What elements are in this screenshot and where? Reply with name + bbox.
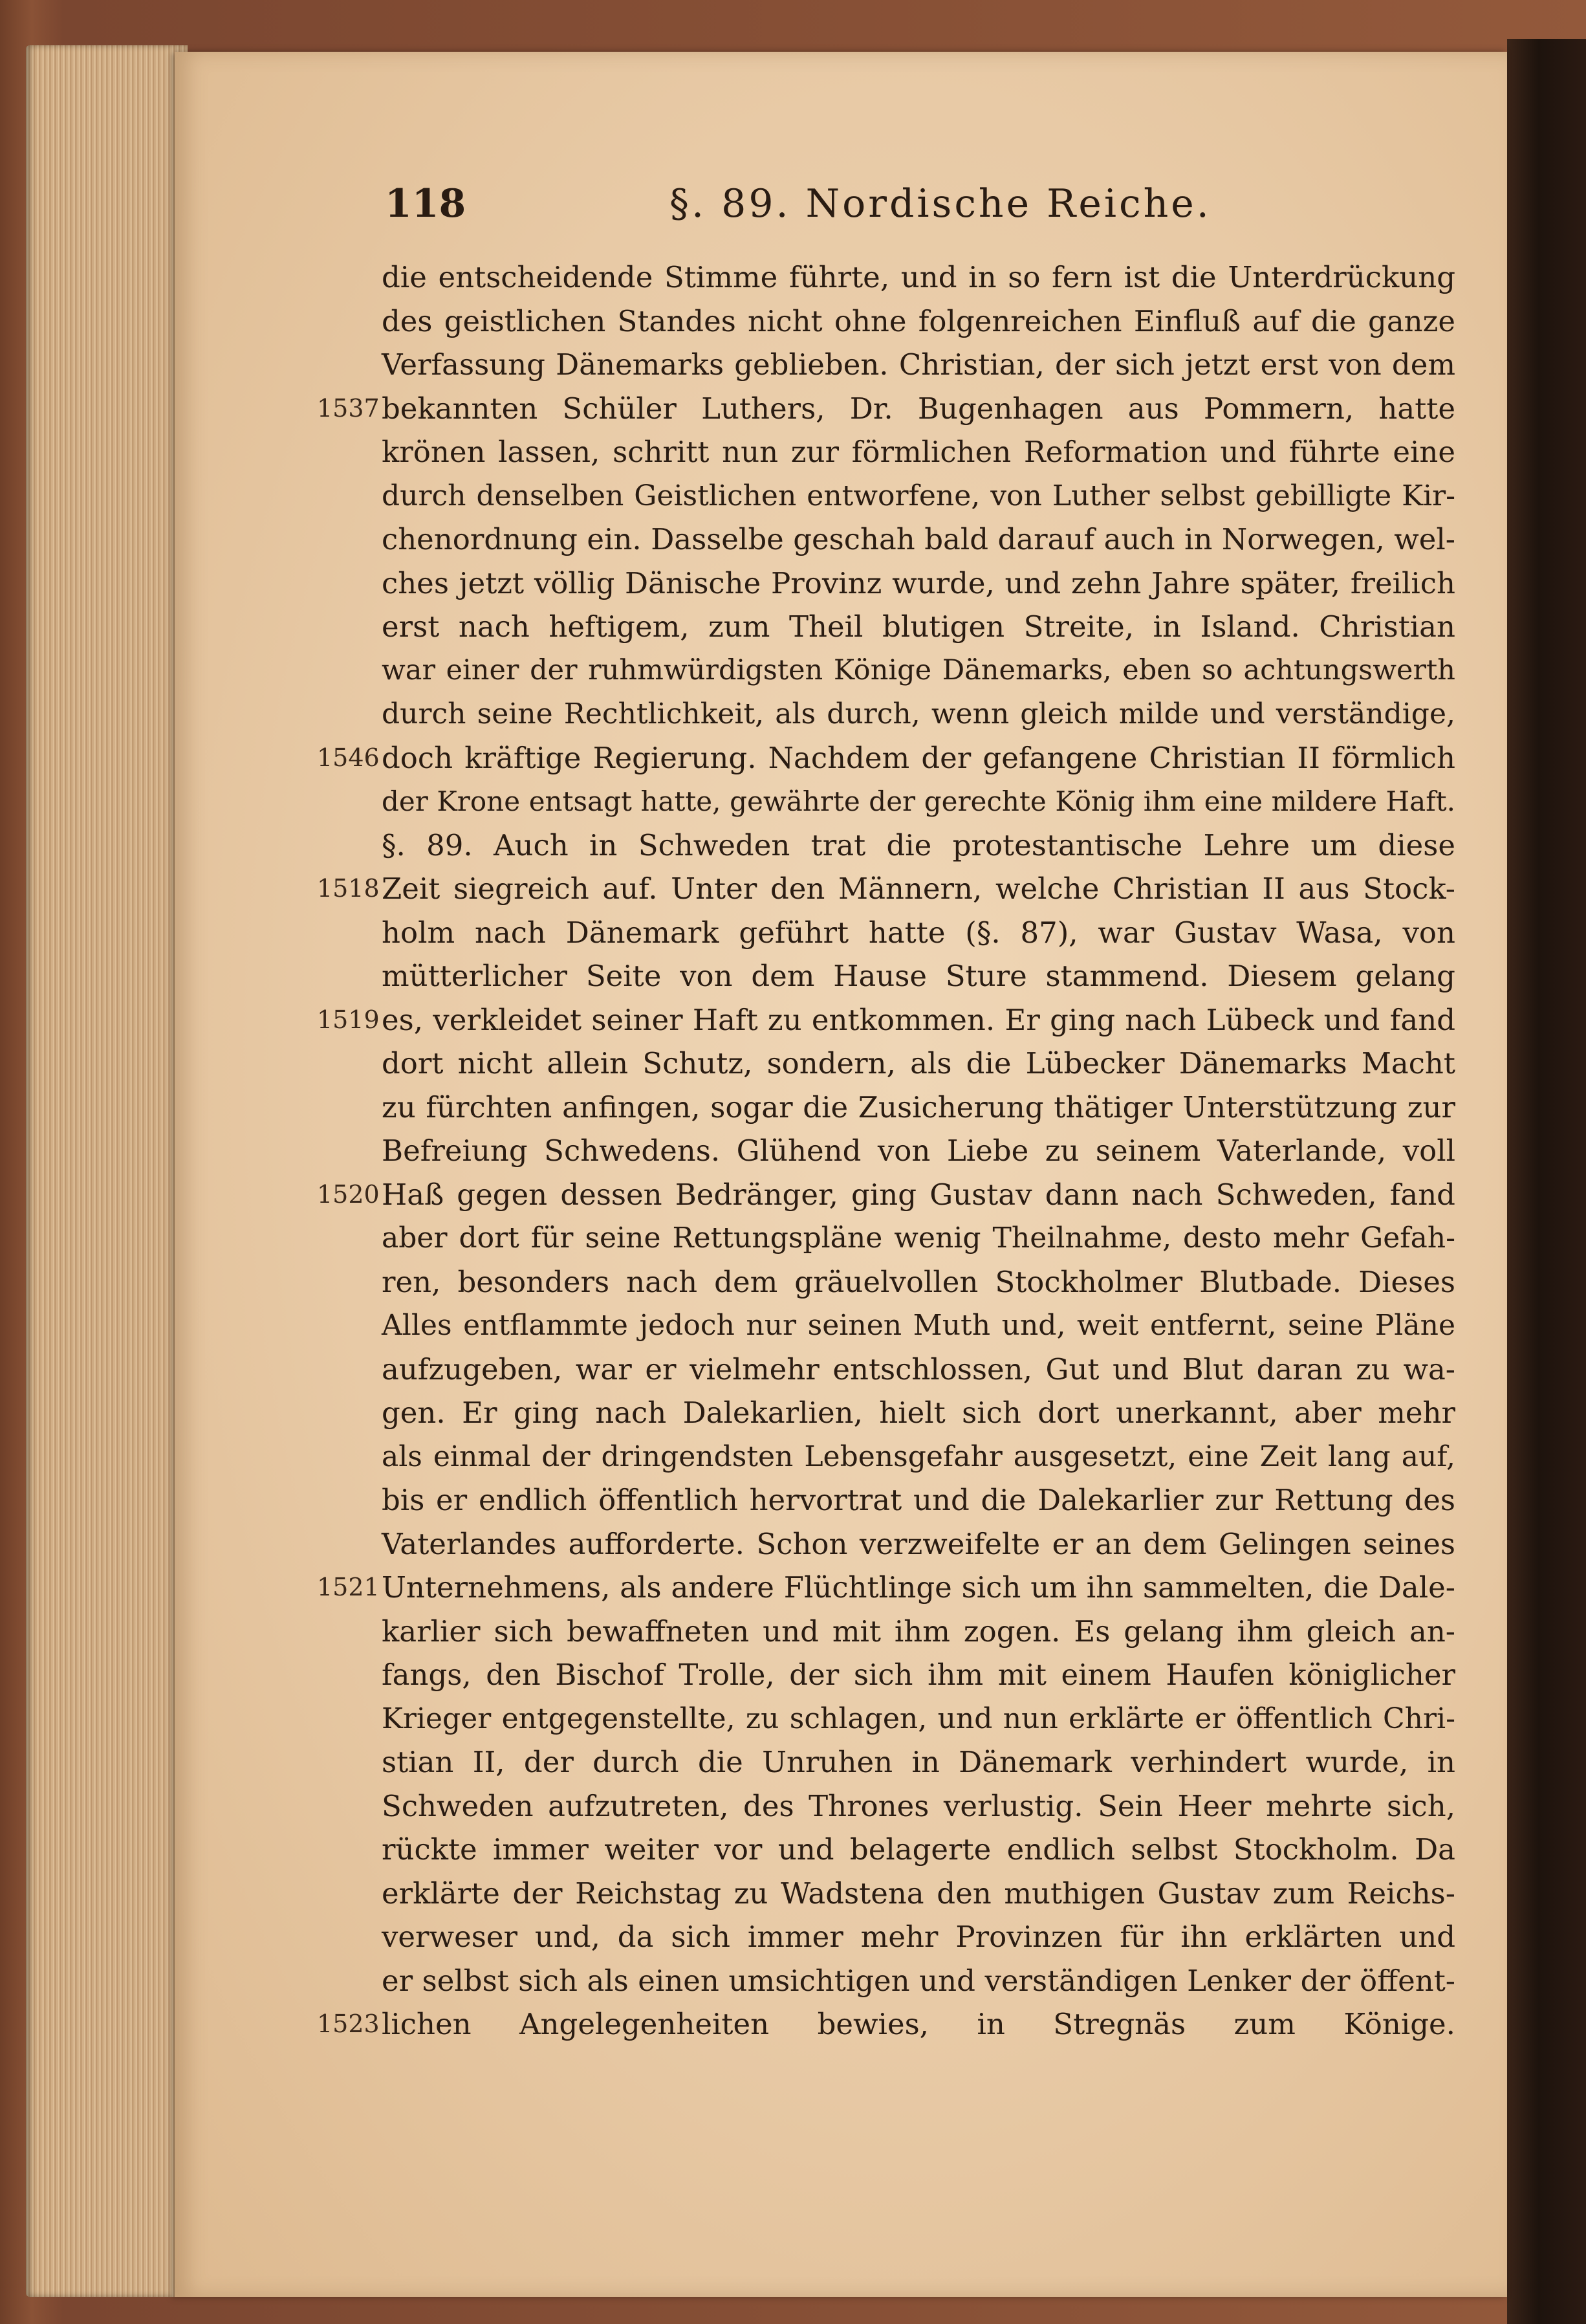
line-text: Vaterlandes aufforderte. Schon verzweifelte er an dem Gelingen seines: [382, 1526, 1455, 1561]
text-line: [382, 1697, 1455, 1741]
line-text: Zeit siegreich auf. Unter den Männern, welche Christian II aus Stock-: [382, 872, 1455, 906]
page-header: [217, 181, 1484, 239]
text-line: [382, 1348, 1455, 1392]
line-text: erst nach heftigem, zum Theil blutigen Streite, in Island. Christian: [382, 609, 1455, 644]
line-text: chenordnung ein. Dasselbe geschah bald darauf auch in Norwegen, wel-: [382, 522, 1455, 556]
line-text: dort nicht allein Schutz, sondern, als die Lübecker Dänemarks Macht: [382, 1046, 1455, 1080]
margin-year: 1520: [317, 1179, 380, 1209]
line-text: zu fürchten anfingen, sogar die Zusicherung thätiger Unterstützung zur: [382, 1090, 1455, 1124]
text-line: [382, 1610, 1455, 1654]
line-text: ren, besonders nach dem gräuelvollen Stockholmer Blutbade. Dieses: [382, 1264, 1455, 1299]
line-text: es, verkleidet seiner Haft zu entkommen. Er ging nach Lübeck und fand: [382, 1002, 1455, 1037]
line-text: rückte immer weiter vor und belagerte endlich selbst Stockholm. Da: [382, 1832, 1455, 1867]
line-text: lichen Angelegenheiten bewies, in Stregnäs zum Könige.: [382, 2007, 1455, 2041]
text-line: [382, 1391, 1455, 1435]
text-line: [382, 1522, 1455, 1566]
line-text: holm nach Dänemark geführt hatte (§. 87), war Gustav Wasa, von: [382, 915, 1455, 950]
margin-year: 1521: [317, 1573, 380, 1601]
text-line: [317, 2002, 1455, 2046]
text-line: [317, 387, 1455, 431]
line-text: verweser und, da sich immer mehr Provinzen für ihn erklärten und: [382, 1920, 1455, 1954]
text-line: [317, 998, 1455, 1042]
page-number: 118: [385, 181, 466, 226]
text-line: [382, 1216, 1455, 1260]
text-line: [382, 1435, 1455, 1479]
line-text: karlier sich bewaffneten und mit ihm zogen. Es gelang ihm gleich an-: [382, 1614, 1455, 1649]
line-text: war einer der ruhmwürdigsten Könige Dänemarks, eben so achtungswerth: [382, 653, 1455, 686]
line-text: des geistlichen Standes nicht ohne folgenreichen Einfluß auf die ganze: [382, 303, 1455, 338]
line-text: Unternehmens, als andere Flüchtlinge sich um ihn sammelten, die Dale-: [382, 1570, 1455, 1605]
text-line: [382, 1872, 1455, 1916]
line-text: die entscheidende Stimme führte, und in so fern ist die Unterdrückung: [382, 260, 1455, 294]
line-text: erklärte der Reichstag zu Wadstena den muthigen Gustav zum Reichs-: [382, 1876, 1455, 1911]
book-gutter-shadow: [1507, 39, 1586, 2324]
text-line: [382, 1086, 1455, 1130]
text-line: [382, 824, 1455, 868]
line-text: der Krone entsagt hatte, gewährte der gerechte König ihm eine mildere Haft.: [382, 785, 1455, 817]
margin-year: 1523: [317, 2010, 380, 2038]
line-text: gen. Er ging nach Dalekarlien, hielt sich dort unerkannt, aber mehr: [382, 1396, 1455, 1430]
text-line: [382, 1260, 1455, 1304]
margin-year: 1518: [317, 874, 380, 903]
text-line: [382, 1828, 1455, 1872]
text-line: [382, 780, 1455, 824]
line-text: aufzugeben, war er vielmehr entschlossen, Gut und Blut daran zu wa-: [382, 1352, 1455, 1387]
line-text: Krieger entgegenstellte, zu schlagen, und nun erklärte er öffentlich Chri-: [382, 1702, 1455, 1735]
line-text: aber dort für seine Rettungspläne wenig Theilnahme, desto mehr Gefah-: [382, 1222, 1455, 1255]
line-text: durch denselben Geistlichen entworfene, von Luther selbst gebilligte Kir-: [382, 479, 1455, 512]
text-line: [382, 1042, 1455, 1086]
body-text: [317, 256, 1455, 2046]
line-text: mütterlicher Seite von dem Hause Sture stammend. Diesem gelang: [382, 959, 1455, 993]
running-title: §. 89. Nordische Reiche.: [669, 181, 1211, 226]
text-line: [317, 1173, 1455, 1217]
text-line: [382, 605, 1455, 649]
line-text: Verfassung Dänemarks geblieben. Christian, der sich jetzt erst von dem: [382, 347, 1455, 382]
text-line: [382, 1915, 1455, 1959]
text-line: [382, 1129, 1455, 1173]
text-line: [382, 911, 1455, 955]
text-line: [382, 1304, 1455, 1348]
line-text: Haß gegen dessen Bedränger, ging Gustav dann nach Schweden, fand: [382, 1177, 1455, 1212]
line-text: Schweden aufzutreten, des Thrones verlustig. Sein Heer mehrte sich,: [382, 1788, 1455, 1823]
text-line: [382, 1478, 1455, 1522]
line-text: §. 89. Auch in Schweden trat die protestantische Lehre um diese: [382, 828, 1455, 862]
text-line: [382, 1740, 1455, 1784]
text-line: [317, 867, 1455, 911]
text-line: [382, 474, 1455, 518]
line-text: Befreiung Schwedens. Glühend von Liebe zu seinem Vaterlande, voll: [382, 1134, 1455, 1168]
text-line: [382, 692, 1455, 736]
line-text: er selbst sich als einen umsichtigen und verständigen Lenker der öffent-: [382, 1963, 1455, 1998]
line-text: doch kräftige Regierung. Nachdem der gefangene Christian II förmlich: [382, 740, 1455, 775]
page-block-edges: [26, 45, 188, 2297]
text-line: [317, 1566, 1455, 1610]
text-line: [382, 562, 1455, 606]
line-text: fangs, den Bischof Trolle, der sich ihm mit einem Haufen königlicher: [382, 1658, 1455, 1692]
line-text: durch seine Rechtlichkeit, als durch, wenn gleich milde und verständige,: [382, 697, 1455, 730]
text-line: [382, 1959, 1455, 2003]
line-text: als einmal der dringendsten Lebensgefahr ausgesetzt, eine Zeit lang auf,: [382, 1440, 1455, 1473]
text-line: [382, 256, 1455, 300]
text-line: [382, 1784, 1455, 1828]
text-line: [382, 300, 1455, 344]
text-line: [382, 1653, 1455, 1697]
line-text: ches jetzt völlig Dänische Provinz wurde, und zehn Jahre später, freilich: [382, 565, 1455, 600]
margin-year: 1519: [317, 1005, 380, 1034]
line-text: Alles entflammte jedoch nur seinen Muth und, weit entfernt, seine Pläne: [382, 1309, 1455, 1342]
text-line: [382, 430, 1455, 474]
margin-year: 1537: [317, 393, 380, 422]
text-line: [382, 518, 1455, 562]
text-line: [317, 736, 1455, 780]
line-text: krönen lassen, schritt nun zur förmlichen Reformation und führte eine: [382, 435, 1455, 469]
margin-year: 1546: [317, 743, 380, 772]
line-text: bekannten Schüler Luthers, Dr. Bugenhagen aus Pommern, hatte: [382, 391, 1455, 426]
line-text: stian II, der durch die Unruhen in Dänemark verhindert wurde, in: [382, 1745, 1455, 1779]
line-text: bis er endlich öffentlich hervortrat und die Dalekarlier zur Rettung des: [382, 1483, 1455, 1517]
text-line: [382, 343, 1455, 387]
text-line: [382, 954, 1455, 998]
text-line: [382, 649, 1455, 693]
